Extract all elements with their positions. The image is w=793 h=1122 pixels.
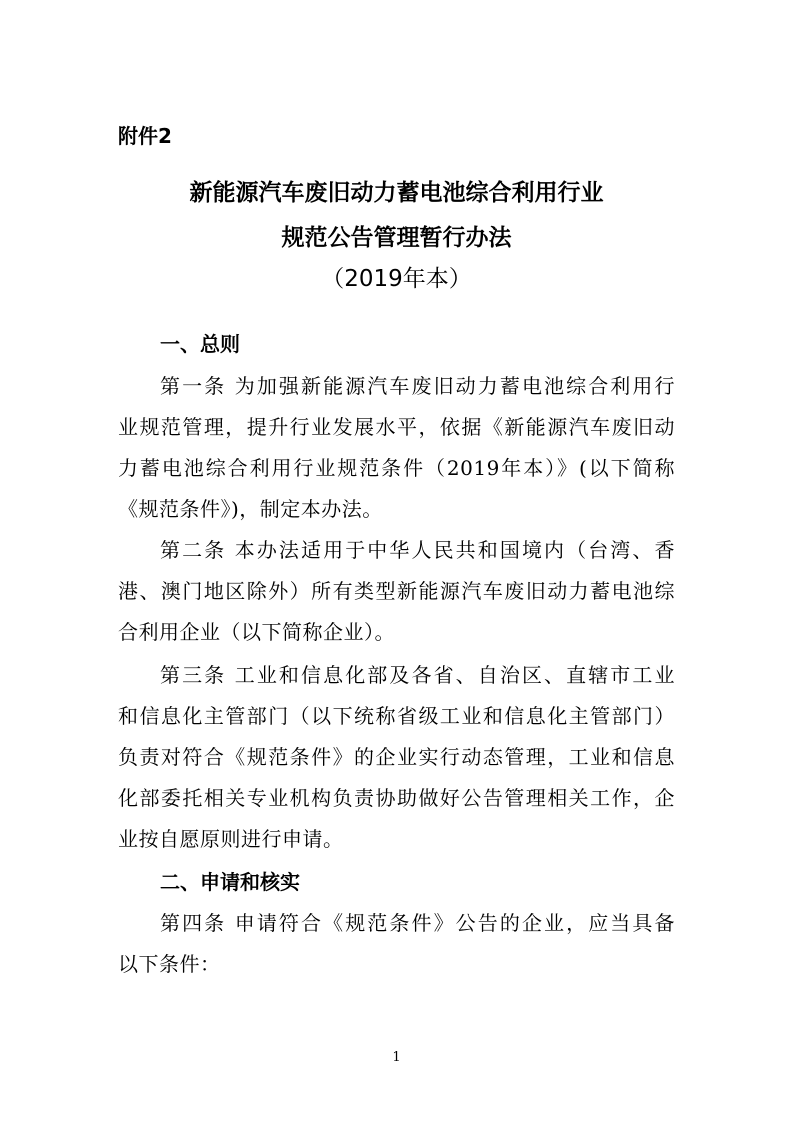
article-4-line-1: 第四条 申请符合《规范条件》公告的企业，应当具备 xyxy=(160,911,675,935)
article-3-line-5: 业按自愿原则进行申请。 xyxy=(118,827,344,851)
article-3-line-1: 第三条 工业和信息化部及各省、自治区、直辖市工业 xyxy=(160,663,675,687)
attachment-label: 附件2 xyxy=(118,124,172,148)
article-1-line-4: 《规范条件》)，制定本办法。 xyxy=(118,497,383,521)
document-title-line-3: （2019年本） xyxy=(321,266,472,292)
document-title-line-2: 规范公告管理暂行办法 xyxy=(281,225,512,251)
article-1-line-2: 业规范管理，提升行业发展水平，依据《新能源汽车废旧动 xyxy=(118,415,675,439)
article-1-line-3: 力蓄电池综合利用行业规范条件（2019年本）》(以下简称 xyxy=(118,456,675,480)
article-3-line-3: 负责对符合《规范条件》的企业实行动态管理，工业和信息 xyxy=(118,745,675,769)
section-heading-general: 一、总则 xyxy=(160,332,240,356)
article-2-line-2: 港、澳门地区除外）所有类型新能源汽车废旧动力蓄电池综 xyxy=(118,579,675,603)
article-2-line-3: 合利用企业（以下简称企业）。 xyxy=(118,620,395,644)
document-title-line-1: 新能源汽车废旧动力蓄电池综合利用行业 xyxy=(189,180,604,206)
article-2-line-1: 第二条 本办法适用于中华人民共和国境内（台湾、香 xyxy=(160,538,675,562)
article-4-line-2: 以下条件： xyxy=(118,952,221,976)
section-heading-application: 二、申请和核实 xyxy=(160,870,300,894)
article-3-line-2: 和信息化主管部门（以下统称省级工业和信息化主管部门） xyxy=(118,704,675,728)
page-number: 1 xyxy=(392,1050,401,1065)
article-1-line-1: 第一条 为加强新能源汽车废旧动力蓄电池综合利用行 xyxy=(160,374,675,398)
article-3-line-4: 化部委托相关专业机构负责协助做好公告管理相关工作，企 xyxy=(118,786,675,810)
